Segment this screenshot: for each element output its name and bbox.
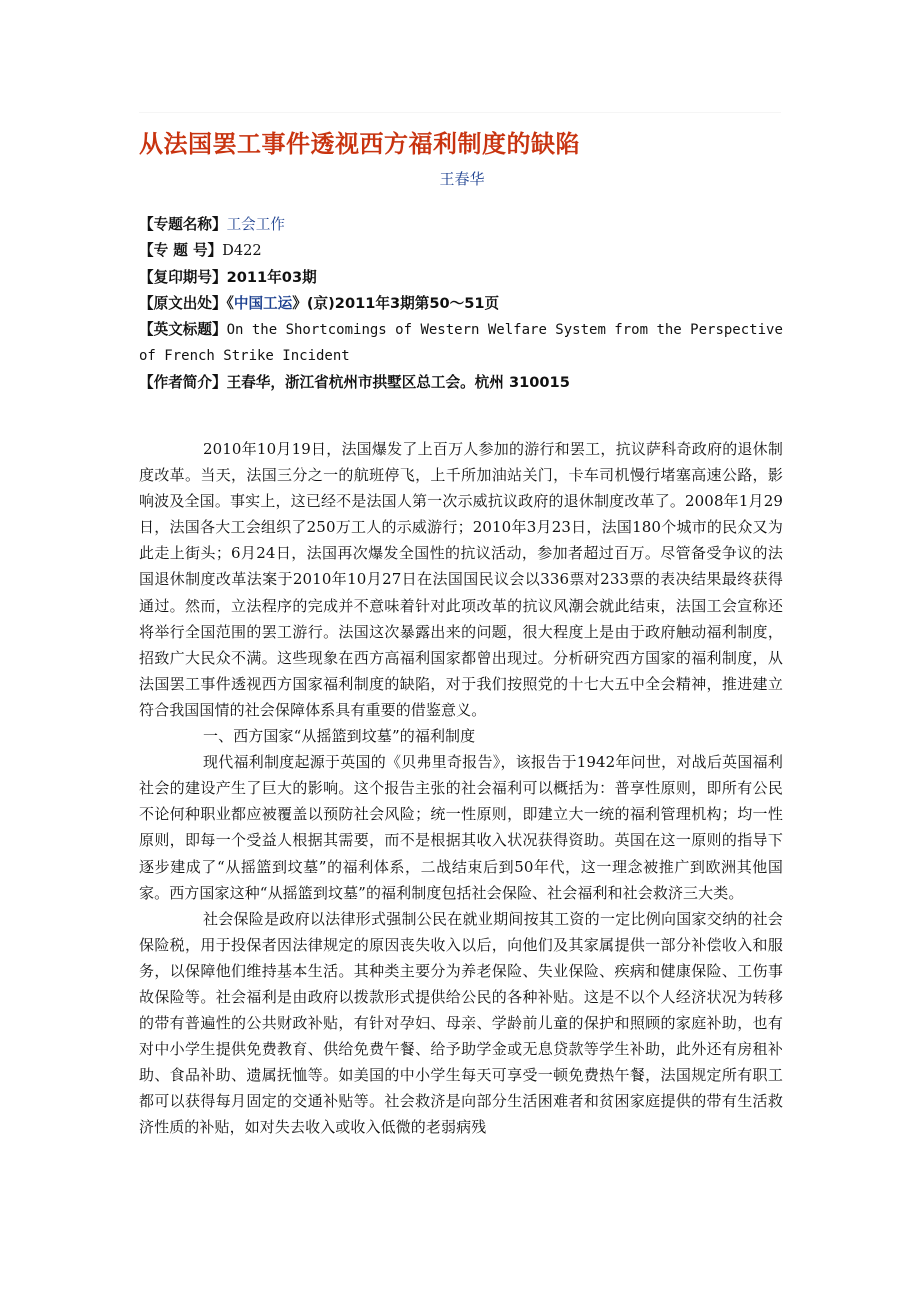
meta-source-label: 【原文出处】 [139,294,227,312]
meta-english-title-value: On the Shortcomings of Western Welfare System from the Perspective of French Strike Incident [139,322,783,365]
meta-topic-number-value: D422 [222,242,262,260]
meta-reprint-issue [139,265,819,291]
body-paragraph: 社会保险是政府以法律形式强制公民在就业期间按其工资的一定比例向国家交纳的社会保险税，用于投保者因法律规定的原因丧失收入以后，向他们及其家属提供一部分补偿收入和服务，以保障他们维持基本生活。其种类主要分为养老保险、失业保险、疾病和健康保险、工伤事故保险等。社会福利是由政府以拨款形式提供给公民的各种补贴。这是不以个人经济状况为转移的带有普遍性的公共财政补贴，有针对孕妇、母亲、学龄前儿童的保护和照顾的家庭补助，也有对中小学生提供免费教育、供给免费午餐、给予助学金或无息贷款等学生补助，此外还有房租补助、食品补助、遗属抚恤等。如美国的中小学生每天可享受一顿免费热午餐，法国规定所有职工都可以获得每月固定的交通补贴等。社会救济是向部分生活困难者和贫困家庭提供的带有生活救济性质的补贴，如对失去收入或收入低微的老弱病残 [139,909,783,1137]
body-paragraph: 2010年10月19日，法国爆发了上百万人参加的游行和罢工，抗议萨科奇政府的退休制度改革。当天，法国三分之一的航班停飞，上千所加油站关门，卡车司机慢行堵塞高速公路，影响波及全国。事实上，这已经不是法国人第一次示威抗议政府的退休制度改革了。2008年1月29日，法国各大工会组织了250万工人的示威游行；2010年3月23日，法国180个城市的民众又为此走上街头；6月24日，法国再次爆发全国性的抗议活动，参加者超过百万。尽管备受争议的法国退休制度改革法案于2010年10月27日在法国国民议会以336票对233票的表决结果最终获得通过。然而，立法程序的完成并不意味着针对此项改革的抗议风潮会就此结束，法国工会宣称还将举行全国范围的罢工游行。法国这次暴露出来的问题，很大程度上是由于政府触动福利制度，招致广大民众不满。这些现象在西方高福利国家都曾出现过。分析研究西方国家的福利制度，从法国罢工事件透视西方国家福利制度的缺陷，对于我们按照党的十七大五中全会精神，推进建立符合我国国情的社会保障体系具有重要的借鉴意义。 [139,440,783,719]
meta-english-title-label: 【英文标题】 [139,321,227,339]
meta-source [139,291,819,317]
meta-author-info-label: 【作者简介】 [139,373,227,391]
meta-topic-label: 【专题名称】 [139,216,227,233]
meta-author-info-value: 王春华，浙江省杭州市拱墅区总工会。杭州 310015 [226,373,570,391]
topic-link[interactable]: 工会工作 [226,216,285,233]
metadata-block [139,212,819,396]
meta-topic-number-label: 【专 题 号】 [139,242,223,260]
article-title: 从法国罢工事件透视西方福利制度的缺陷 [139,130,580,158]
meta-reprint-issue-value: 2011年03期 [226,268,317,286]
article-author [139,168,781,190]
meta-source-suffix: 》(京)2011年3期第50～51页 [292,294,500,312]
author-link[interactable]: 王春华 [439,170,485,188]
meta-author-info [139,370,819,396]
section-heading: 一、西方国家“从摇篮到坟墓”的福利制度 [203,727,476,746]
body-paragraph: 现代福利制度起源于英国的《贝弗里奇报告》，该报告于1942年问世，对战后英国福利社会的建设产生了巨大的影响。这个报告主张的社会福利可以概括为：普享性原则，即所有公民不论何种职业都应被覆盖以预防社会风险；统一性原则，即建立大一统的福利管理机构；均一性原则，即每一个受益人根据其需要，而不是根据其收入状况获得资助。英国在这一原则的指导下逐步建成了“从摇篮到坟墓”的福利体系，二战结束后到50年代，这一理念被推广到欧洲其他国家。西方国家这种“从摇篮到坟墓”的福利制度包括社会保险、社会福利和社会救济三大类。 [139,753,783,902]
meta-source-prefix: 《 [226,294,234,312]
meta-reprint-issue-label: 【复印期号】 [139,268,227,286]
meta-topic [139,212,819,238]
meta-english-title [139,317,807,370]
top-rule [139,112,781,113]
article-body [139,436,783,1141]
journal-link[interactable]: 中国工运 [233,294,293,312]
meta-topic-number [139,238,819,264]
